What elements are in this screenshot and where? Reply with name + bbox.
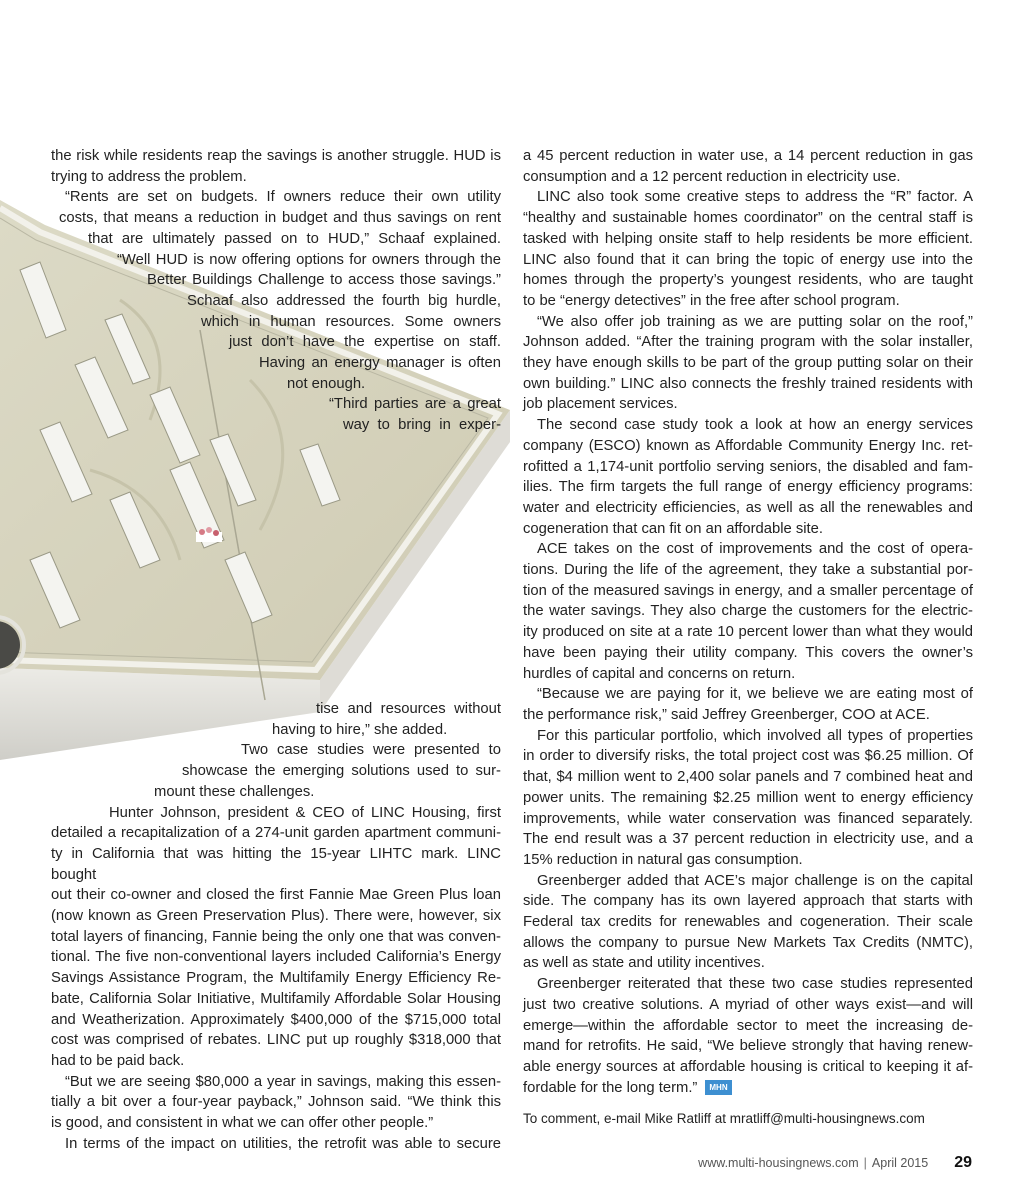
text-line: power units. The remaining $2.25 million went to energy efficiency bbox=[523, 789, 973, 806]
article-last-line bbox=[523, 1078, 973, 1099]
text-line: tasked with helping onsite staff to help residents be more efficient. bbox=[523, 230, 973, 247]
text-line: trying to address the problem. bbox=[51, 168, 247, 185]
text-line: ACE takes on the cost of improvements and the cost of opera- bbox=[537, 541, 973, 558]
text-line: to be “energy detectives” in the free after school program. bbox=[523, 292, 900, 309]
text-line: cogeneration that can fit on an affordable site. bbox=[523, 520, 823, 537]
text-line: the risk while residents reap the savings is another struggle. HUD is bbox=[51, 148, 501, 164]
text-line: Johnson added. “After the training program with the solar installer, bbox=[523, 334, 973, 351]
text-line: the performance risk,” said Jeffrey Greenberger, COO at ACE. bbox=[523, 706, 930, 723]
footer-url: www.multi-housingnews.com bbox=[698, 1156, 859, 1170]
text-line: water and electricity efficiencies, as well as all the renewables and bbox=[523, 499, 973, 516]
text-line: just two creative solutions. A myriad of other ways exist—and will bbox=[523, 996, 973, 1013]
text-line: “Well HUD is now offering options for owners through the bbox=[117, 251, 501, 268]
text-line: 15% reduction in natural gas consumption. bbox=[523, 851, 803, 868]
text-line: way to bring in exper- bbox=[343, 417, 501, 434]
text-line: that, $4 million went to 2,400 solar panels and 7 combined heat and bbox=[523, 769, 973, 786]
text-line: “Rents are set on budgets. If owners reduce their own utility bbox=[65, 189, 501, 206]
text-line: able energy sources at affordable housing is critical to keeping it af- bbox=[523, 1058, 973, 1075]
text-line: ilies. The firm targets the full range of energy efficiency programs: bbox=[523, 479, 973, 496]
text-line: For this particular portfolio, which involved all types of properties bbox=[537, 727, 973, 744]
text-line: as well as state and utility incentives. bbox=[523, 955, 765, 972]
text-line: the water savings. They also charge the customers for the electric- bbox=[523, 603, 973, 620]
text-line: job placement services. bbox=[523, 396, 678, 413]
text-line: improvements, while water conservation was financed separately. bbox=[523, 810, 973, 827]
column-right bbox=[523, 146, 973, 1098]
text-line: a 45 percent reduction in water use, a 14 percent reduction in gas bbox=[523, 148, 973, 164]
column-left-top bbox=[51, 146, 501, 436]
text-line: detailed a recapitalization of a 274-unit garden apartment communi- bbox=[51, 825, 501, 842]
text-line: tion of the measured savings in energy, and a smaller percentage of bbox=[523, 582, 973, 599]
text-line: is good, and consistent in what we can offer other people.” bbox=[51, 1115, 434, 1132]
text-line: hurdles of capital and concerns on return. bbox=[523, 665, 796, 682]
column-left-bottom bbox=[51, 699, 501, 1154]
text-line: LINC also found that it can bring the topic of energy use into the bbox=[523, 251, 973, 268]
text-line: homes through the property’s youngest residents, who are taught bbox=[523, 272, 973, 289]
text-line: LINC also took some creative steps to address the “R” factor. A bbox=[537, 189, 973, 206]
text-line: side. The company has its own layered approach that starts with bbox=[523, 893, 973, 910]
text-line: Greenberger added that ACE’s major challenge is on the capital bbox=[537, 872, 973, 889]
text-line: tional. The five non-conventional layers included California’s Energy bbox=[51, 949, 501, 966]
page-number: 29 bbox=[954, 1154, 972, 1171]
text-line: The end result was a 37 percent reduction in electricity use, and a bbox=[523, 831, 973, 848]
text-line: ty in California that was hitting the 15-year LIHTC mark. LINC bought bbox=[51, 845, 501, 883]
footer-separator: | bbox=[863, 1156, 867, 1170]
footer-issue: April 2015 bbox=[871, 1156, 929, 1170]
text-line: (now known as Green Preservation Plus). There were, however, six bbox=[51, 908, 501, 925]
text-line: tions. During the life of the agreement, they take a substantial por- bbox=[523, 562, 973, 579]
text-line: which in human resources. Some owners bbox=[201, 313, 501, 330]
text-line: they have enough skills to be part of the group putting solar on their bbox=[523, 355, 973, 372]
text-line: In terms of the impact on utilities, the retrofit was able to secure bbox=[65, 1135, 501, 1152]
text-line: ity produced on site at a rate 10 percent lower than what they would bbox=[523, 624, 973, 641]
text-line: had to be paid back. bbox=[51, 1052, 185, 1069]
text-line: in order to diversify risks, the total project cost was $6.25 million. Of bbox=[523, 748, 973, 765]
text-line: having to hire,” she added. bbox=[272, 721, 448, 738]
mhn-end-badge: MHN bbox=[705, 1080, 731, 1095]
text-line: “We also offer job training as we are putting solar on the roof,” bbox=[537, 313, 973, 330]
text-line: cost was comprised of rebates. LINC put up roughly $318,000 that bbox=[51, 1032, 501, 1049]
text-line: have been paying their utility company. This covers the owner’s bbox=[523, 644, 973, 661]
text-line: costs, that means a reduction in budget and thus savings on rent bbox=[59, 210, 501, 227]
text-line: that are ultimately passed on to HUD,” Schaaf explained. bbox=[88, 230, 501, 247]
comment-note: To comment, e-mail Mike Ratliff at mratliff@multi-housingnews.com bbox=[523, 1111, 925, 1126]
text-line: mand for retrofits. He said, “We believe strongly that having renew- bbox=[523, 1038, 973, 1055]
text-line: Schaaf also addressed the fourth big hurdle, bbox=[187, 292, 501, 309]
text-line: tise and resources without bbox=[316, 701, 501, 717]
text-line: Hunter Johnson, president & CEO of LINC Housing, first bbox=[109, 804, 501, 821]
text-line: Savings Assistance Program, the Multifamily Energy Efficiency Re- bbox=[51, 970, 501, 987]
text-line: “healthy and sustainable homes coordinator” on the central staff is bbox=[523, 210, 973, 227]
text-line: allows the company to pursue New Markets Tax Credits (NMTC), bbox=[523, 934, 973, 951]
text-line: tially a bit over a four-year payback,” Johnson said. “We think this bbox=[51, 1094, 501, 1111]
text-line: bate, California Solar Initiative, Multifamily Affordable Solar Housing bbox=[51, 990, 501, 1007]
text-line: Better Buildings Challenge to access those savings.” bbox=[147, 272, 501, 289]
text-line: emerge—within the affordable sector to meet the increasing de- bbox=[523, 1017, 973, 1034]
page-footer bbox=[698, 1154, 972, 1172]
text-line: Two case studies were presented to bbox=[241, 742, 501, 759]
text-line: out their co-owner and closed the first Fannie Mae Green Plus loan bbox=[51, 887, 501, 904]
text-line: Greenberger reiterated that these two case studies represented bbox=[537, 976, 973, 993]
text-line: company (ESCO) known as Affordable Community Energy Inc. ret- bbox=[523, 437, 973, 454]
text-line: “Third parties are a great bbox=[329, 396, 501, 413]
text-line: Having an energy manager is often bbox=[259, 355, 501, 372]
text-line: mount these challenges. bbox=[154, 783, 315, 800]
text-line: showcase the emerging solutions used to sur- bbox=[182, 763, 501, 780]
text-line: fordable for the long term.” bbox=[523, 1079, 698, 1096]
text-line: just don’t have the expertise on staff. bbox=[229, 334, 501, 351]
text-line: consumption and a 12 percent reduction in electricity use. bbox=[523, 168, 901, 185]
text-line: “But we are seeing $80,000 a year in savings, making this essen- bbox=[65, 1073, 501, 1090]
text-line: Federal tax credits for renewables and cogeneration. Their scale bbox=[523, 914, 973, 931]
text-line: not enough. bbox=[287, 375, 366, 392]
text-line: own building.” LINC also connects the freshly trained residents with bbox=[523, 375, 973, 392]
text-line: rofitted a 1,174-unit portfolio serving seniors, the disabled and fam- bbox=[523, 458, 973, 475]
text-line: and Weatherization. Approximately $400,000 of the $715,000 total bbox=[51, 1011, 501, 1028]
text-line: total layers of financing, Fannie being the only one that was conven- bbox=[51, 928, 501, 945]
text-line: “Because we are paying for it, we believe we are eating most of bbox=[537, 686, 973, 703]
text-line: The second case study took a look at how an energy services bbox=[537, 417, 973, 434]
